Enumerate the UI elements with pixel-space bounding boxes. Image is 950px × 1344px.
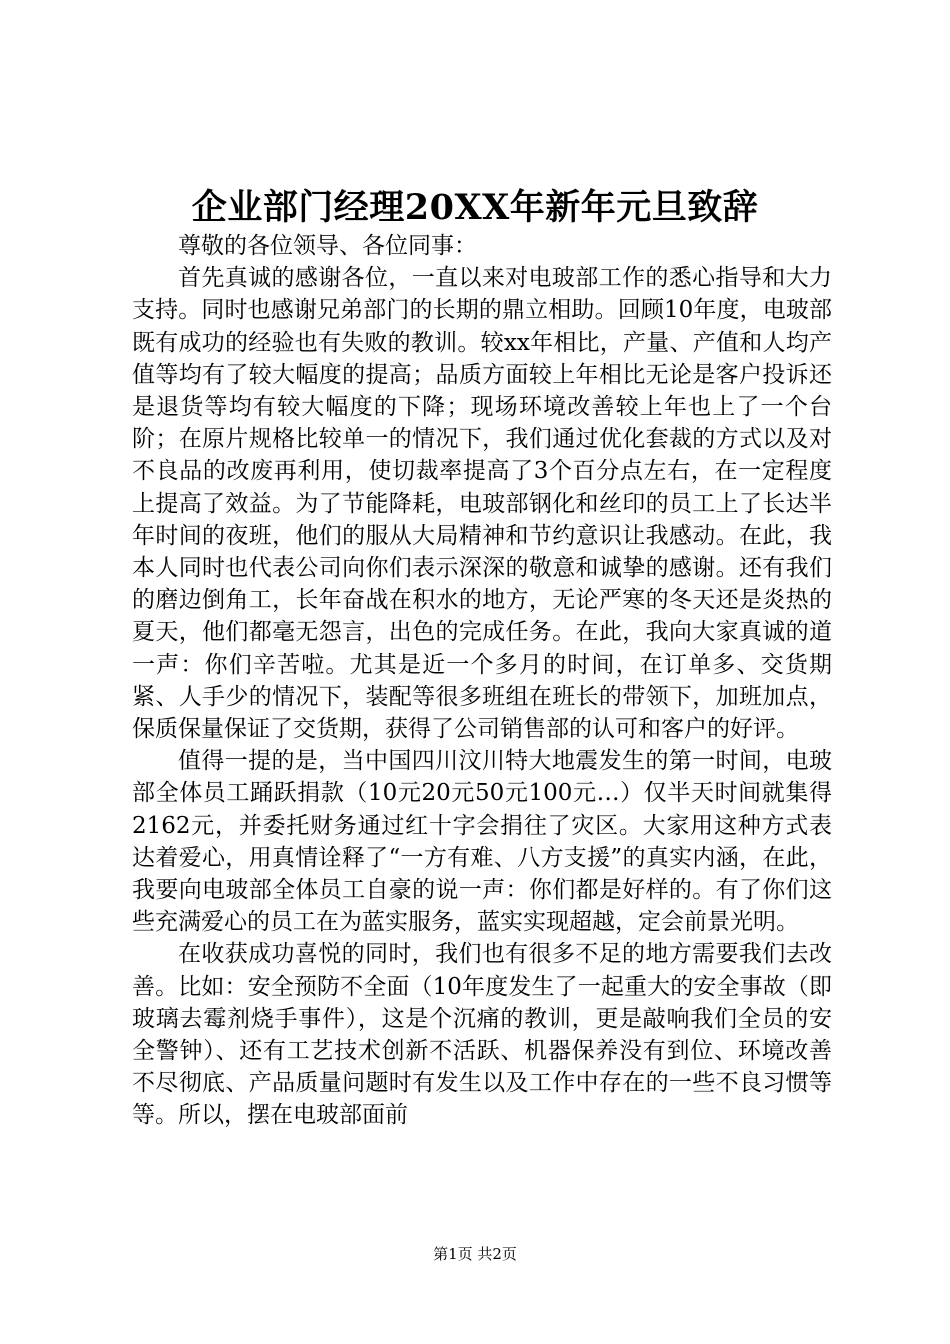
paragraph-2: 值得一提的是，当中国四川汶川特大地震发生的第一时间，电玻部全体员工踊跃捐款（10元20元50元100元…）仅半天时间就集得2162元，并委托财务通过红十字会捐往了灾区。大家用这种方式表达着爱心，用真情诠释了“一方有难、八方支援”的真实内涵，在此，我要向电玻部全体员工自豪的说一声：你们都是好样的。有了你们这些充满爱心的员工在为蓝实服务，蓝实实现超越，定会前景光明。 <box>132 748 832 936</box>
page-footer: 第1页 共2页 <box>433 1245 517 1263</box>
paragraph-3: 在收获成功喜悦的同时，我们也有很多不足的地方需要我们去改善。比如：安全预防不全面（10年度发生了一起重大的安全事故（即玻璃去霉剂烧手事件），这是个沉痛的教训，更是敲响我们全员的安全警钟）、还有工艺技术创新不活跃、机器保养没有到位、环境改善不尽彻底、产品质量问题时有发生以及工作中存在的一些不良习惯等等。所以，摆在电玻部面前 <box>132 941 832 1129</box>
paragraph-1: 首先真诚的感谢各位，一直以来对电玻部工作的悉心指导和大力支持。同时也感谢兄弟部门的长期的鼎立相助。回顾10年度，电玻部既有成功的经验也有失败的教训。较xx年相比，产量、产值和人均产值等均有了较大幅度的提高；品质方面较上年相比无论是客户投诉还是退货等均有较大幅度的下降；现场环境改善较上年也上了一个台阶；在原片规格比较单一的情况下，我们通过优化套裁的方式以及对不良品的改废再利用，使切裁率提高了3个百分点左右，在一定程度上提高了效益。为了节能降耗，电玻部钢化和丝印的员工上了长达半年时间的夜班，他们的服从大局精神和节约意识让我感动。在此，我本人同时也代表公司向你们表示深深的敬意和诚挚的感谢。还有我们的磨边倒角工，长年奋战在积水的地方，无论严寒的冬天还是炎热的夏天，他们都毫无怨言，出色的完成任务。在此，我向大家真诚的道一声：你们辛苦啦。尤其是近一个多月的时间，在订单多、交货期紧、人手少的情况下，装配等很多班组在班长的带领下，加班加点，保质保量保证了交货期，获得了公司销售部的认可和客户的好评。 <box>132 265 832 743</box>
document-body <box>132 230 832 1132</box>
salutation: 尊敬的各位领导、各位同事： <box>178 233 477 259</box>
document-title: 企业部门经理20XX年新年元旦致辞 <box>191 187 759 228</box>
